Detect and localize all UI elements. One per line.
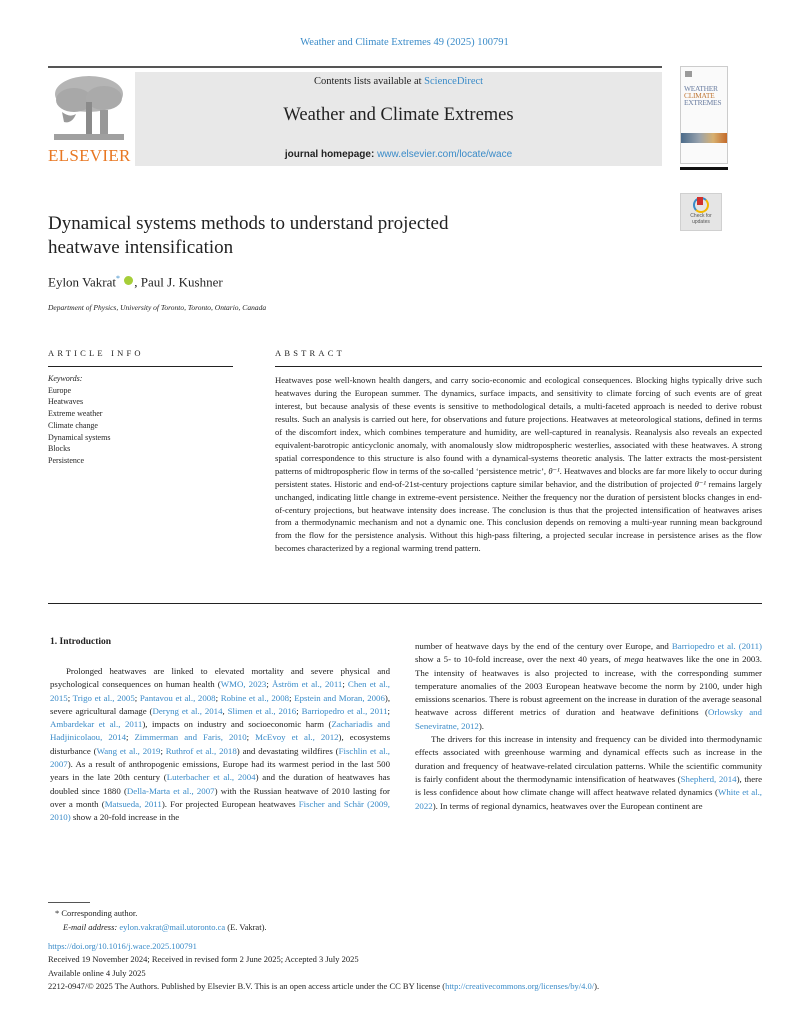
publication-info [48,940,599,993]
citation-link[interactable]: WMO, 2023 [220,679,267,690]
citation-link[interactable]: Wang et al., 2019 [96,745,161,756]
journal-homepage-link[interactable]: www.elsevier.com/locate/wace [377,149,513,160]
cover-image-stripe [681,133,727,143]
keywords-label: Keywords: [48,374,83,383]
elsevier-tree-icon [52,72,126,142]
abstract-heading: ABSTRACT [275,348,345,358]
orcid-icon[interactable] [124,276,133,285]
check-for-updates-button[interactable]: Check for updates [680,193,722,231]
section-heading-introduction: 1. Introduction [50,637,112,647]
citation-link[interactable]: Epstein and Moran, 2006 [294,692,385,703]
keyword: Heatwaves [48,397,84,407]
journal-homepage: journal homepage: www.elsevier.com/locate/wace [284,149,513,160]
cover-publisher-mark [685,71,692,77]
footnote-divider [48,902,90,903]
license-statement: 2212-0947/© 2025 The Authors. Published by Elsevier B.V. This is an open access article under the CC BY license (http://creativecommons.org/licenses/by/4.0/). [48,980,600,991]
citation-link[interactable]: Della-Marta et al., 2007 [126,785,215,796]
author-email-link[interactable]: eylon.vakrat@mail.utoronto.ca [119,921,226,932]
persistence-metric-symbol: θ⁻¹ [548,465,560,476]
citation-link[interactable]: Barriopedro et al. (2011) [671,641,762,651]
keywords-list [48,373,110,467]
abstract-body: Heatwaves pose well-known health dangers, and carry socio-economic and ecological consequences. Blocking highs typically drive such heatwaves during the European summer. The dynamics, surface impacts, and sensitivity to climate forcing of such events are of great interest, but because analysis of these events is sensitive to methodological details, a multi-faceted approach is needed to derive robust results. Such an analysis is carried out here, for observations and future projections. Heatwaves at meteorological stations, defined in terms of the discomfort index, which combines temperature and humidity, are well-captured in reanalysis. Reanalysis also reveals an expected equivalent-barotropic anticyclonic anomaly, with anomalously slow midtropospheric westerlies, associated with these heatwaves. A strong spatial correspondence to this structure is also found with a dynamical-systems theoretic analysis. The latter extracts the most-persistent patterns of midtropospheric flow in terms of the so-called ‘persistence metric’, θ⁻¹. Heatwaves and blocks are far more likely to occur during persistent states. Historic and end-of-21st-century projections capture similar behavior, and the distribution of projected θ⁻¹ remains largely unchanged, indicating little change in extreme-event persistence. Neither the frequency nor the duration of persistent blocks changes in end-of-century projections, but heatwave intensity does increase. The conclusion is thus that the projected intensification of heatwaves arises from a thermodynamic mechanism and not a dynamic one. This conclusion depends on removing a multi-year running mean background from the flow for the persistence analysis. Without this high-pass filtering, a projected secular increase in persistence arises as the flow becomes characterized by a regional warming trend pattern. [275,375,763,554]
author-link-vakrat[interactable]: Eylon Vakrat [48,274,116,290]
citation-link[interactable]: Ambardekar et al., 2011 [50,719,143,730]
citation-link[interactable]: Fischlin et al., 2007 [50,745,391,770]
cc-license-link[interactable]: http://creativecommons.org/licenses/by/4.0/ [445,980,595,991]
citation-link[interactable]: McEvoy et al., 2012 [255,732,339,743]
abstract-divider [275,366,762,367]
sciencedirect-link[interactable]: ScienceDirect [424,76,484,87]
citation-link[interactable]: Åström et al., 2011 [271,679,343,690]
doi-link[interactable]: https://doi.org/10.1016/j.wace.2025.100791 [48,941,197,951]
front-matter-divider [48,603,762,604]
citation-link[interactable]: Zachariadis and Hadjinicolaou, 2014 [50,719,390,743]
citation-link[interactable]: Chen et al., 2015 [50,679,390,703]
citation-link[interactable]: Ruthrof et al., 2018 [165,745,237,756]
journal-banner [135,72,662,166]
citation-link[interactable]: Fischer and Schär (2009, 2010) [50,798,390,823]
journal-title: Weather and Climate Extremes [283,105,514,125]
keyword: Blocks [48,444,71,454]
citation-link[interactable]: Orlowsky and Seneviratne, 2012 [415,707,762,731]
elsevier-wordmark: ELSEVIER [48,146,131,165]
corresponding-author-mark[interactable]: * [116,274,120,283]
keyword: Dynamical systems [48,432,111,442]
elsevier-logo[interactable] [48,72,130,166]
citation-link[interactable]: Slimen et al., 2016 [227,705,297,716]
citation-link[interactable]: Pantavou et al., 2008 [139,692,216,703]
article-info-heading: ARTICLE INFO [48,348,144,358]
citation-link[interactable]: Barriopedro et al., 2011 [301,705,388,716]
intro-paragraph-2: The drivers for this increase in intensity and frequency can be divided into thermodynamic effects associated with greenhouse warming and dynamical effects such as increase in the duration and frequency of heatwave-related circulation patterns. While the scientific community is fairly confident about the thermodynamic intensification of heatwaves (Shepherd, 2014), there is less confidence about how climate change will affect heatwave related dynamics (White et al., 2022). In terms of regional dynamics, heatwaves over the European continent are [415,734,763,811]
citation-link[interactable]: Luterbacher et al., 2004 [166,772,256,783]
keyword: Europe [48,385,72,395]
journal-cover-thumbnail[interactable] [680,66,728,164]
keyword: Extreme weather [48,409,103,419]
article-history: Received 19 November 2024; Received in revised form 2 June 2025; Accepted 3 July 2025 [48,954,359,965]
citation-link[interactable]: Deryng et al., 2014 [152,705,223,716]
article-title: Dynamical systems methods to understand projected heatwave intensification [48,213,449,258]
persistence-metric-symbol: θ⁻¹ [694,478,706,489]
citation-link[interactable]: Matsueda, 2011 [104,798,162,809]
citation-link[interactable]: Shepherd, 2014 [680,773,737,784]
intro-paragraph-1: Prolonged heatwaves are linked to elevated mortality and severe physical and psychological consequences on human health (WMO, 2023; Åström et al., 2011; Chen et al., 2015; Trigo et al., 2005; Pantavou et al., 2008; Robine et al., 2008; Epstein and Moran, 2006), severe agricultural damage (Deryng et al., 2014, Slimen et al., 2016; Barriopedro et al., 2011; Ambardekar et al., 2011), impacts on industry and socioeconomic harm (Zachariadis and Hadjinicolaou, 2014; Zimmerman and Faris, 2010; McEvoy et al., 2012), ecosystems disturbance (Wang et al., 2019; Ruthrof et al., 2018) and devastating wildfires (Fischlin et al., 2007). As a result of anthropogenic emissions, Europe had its warmest period in the last 500 years in the late 20th century (Luterbacher et al., 2004) and the duration of heatwaves has doubled since 1880 (Della-Marta et al., 2007) with the Russian heatwave of 2010 lasting for over a month (Matsueda, 2011). For projected European heatwaves Fischer and Schär (2009, 2010) show a 20-fold increase in the [50,666,391,823]
author-affiliation: Department of Physics, University of Toronto, Toronto, Ontario, Canada [48,303,267,312]
intro-right-column [415,640,762,813]
available-online-date: Available online 4 July 2025 [48,967,146,978]
citation-link[interactable]: Zimmerman and Faris, 2010 [134,732,247,743]
citation-link[interactable]: Trigo et al., 2005 [72,692,135,703]
cover-title: WEATHER CLIMATE EXTREMES [684,84,722,107]
keyword: Persistence [48,455,84,465]
journal-reference-link[interactable]: Weather and Climate Extremes 49 (2025) 100791 [300,37,509,48]
keyword: Climate change [48,420,98,430]
cover-divider [680,167,728,170]
citation-link[interactable]: Robine et al., 2008 [220,692,290,703]
footnote: * Corresponding author. E-mail address: eylon.vakrat@mail.utoronto.ca (E. Vakrat). [55,908,267,932]
crossmark-bookmark-icon [697,197,703,205]
author-link-kushner[interactable]: Paul J. Kushner [140,274,223,290]
intro-paragraph-1-continued: number of heatwave days by the end of the century over Europe, and Barriopedro et al. (2011) show a 5- to 10-fold increase, over the next 40 years, of mega heatwaves like the one in 2003. The intensity of heatwaves is also projected to increase, with the corresponding summer temperature anomalies of the 2003 European heatwave become the norm by 2100, under high emissions scenarios. There is robust agreement on the increase in duration of the average seasonal heatwave across different metrics of duration and heatwave definitions (Orlowsky and Seneviratne, 2012). [415,641,762,731]
citation-link[interactable]: White et al., 2022 [415,787,762,811]
article-info-divider [48,366,233,367]
author-list: Eylon Vakrat* , Paul J. Kushner [48,274,223,290]
header-divider [48,66,662,68]
contents-availability: Contents lists available at ScienceDirect [313,76,484,87]
